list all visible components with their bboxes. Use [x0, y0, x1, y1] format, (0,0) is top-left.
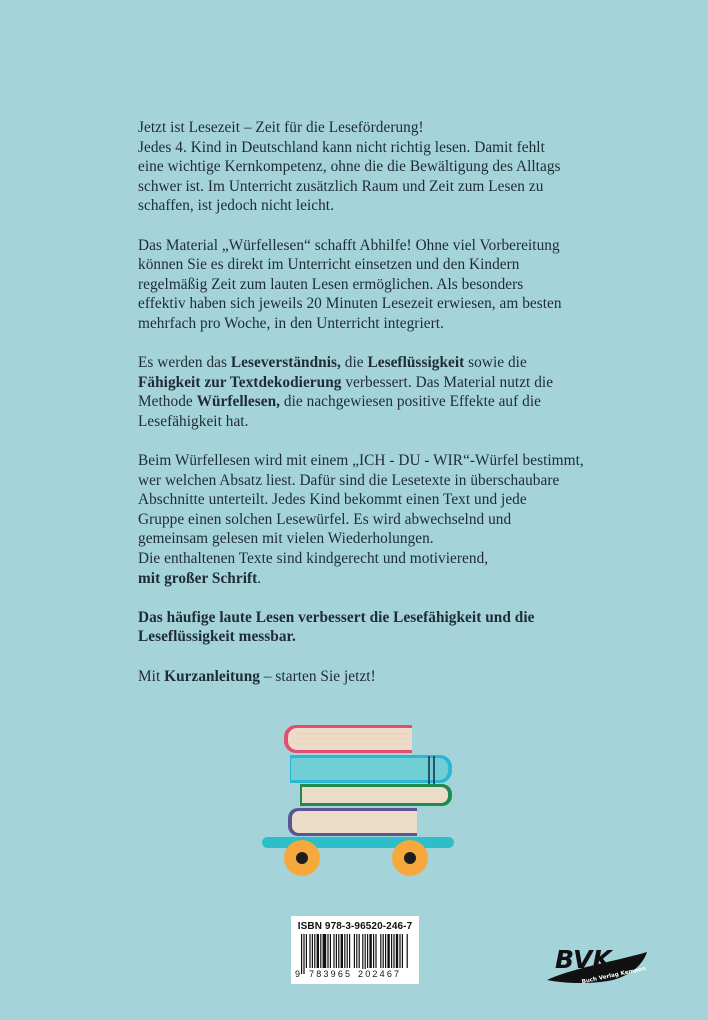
- text-line: [138, 118, 598, 138]
- text-line: [138, 412, 598, 432]
- bold-text: Würfellesen,: [196, 393, 281, 411]
- text-run: die: [340, 354, 368, 372]
- books-on-skateboard-illustration: [262, 722, 462, 882]
- paragraph: [138, 353, 598, 431]
- text-run: verbessert. Das Material nutzt die: [341, 373, 554, 391]
- text-line: [138, 471, 598, 491]
- text-line: [138, 490, 598, 510]
- paragraph: [138, 667, 598, 687]
- text-line: [138, 353, 598, 373]
- text-line: [138, 314, 598, 334]
- text-run: die nachgewiesen positive Effekte auf die: [280, 393, 541, 411]
- text-line: [138, 529, 598, 549]
- text-run: gemeinsam gelesen mit vielen Wiederholungen.: [138, 530, 434, 548]
- text-run: Abschnitte unterteilt. Jedes Kind bekommt einen Text und jede: [138, 491, 527, 509]
- ean-left-group: 783965: [309, 969, 353, 979]
- text-run: können Sie es direkt im Unterricht einsetzen und den Kindern: [138, 256, 520, 274]
- logo-tagline: Buch Verlag Kempen: [581, 966, 647, 986]
- text-line: [138, 177, 598, 197]
- ean-right-group: 202467: [358, 969, 402, 979]
- text-run: Beim Würfellesen wird mit einem „ICH - DU - WIR“-Würfel bestimmt,: [138, 452, 584, 470]
- logo-initials: BVK: [555, 945, 612, 974]
- text-line: [138, 255, 598, 275]
- text-run: schwer ist. Im Unterricht zusätzlich Raum und Zeit zum Lesen zu: [138, 177, 544, 195]
- text-run: Gruppe einen solchen Lesewürfel. Es wird abwechselnd und: [138, 510, 512, 528]
- isbn-label: ISBN 978-3-96520-246-7: [297, 921, 413, 932]
- bold-text: mit großer Schrift: [138, 569, 258, 587]
- publisher-logo-bvk: [543, 938, 651, 988]
- back-cover-blurb: [138, 118, 598, 706]
- barcode-bars-icon: [301, 934, 409, 974]
- paragraph: [138, 608, 598, 647]
- text-run: regelmäßig Zeit zum lauten Lesen ermöglichen. Als besonders: [138, 275, 524, 293]
- paragraph: [138, 236, 598, 334]
- text-run: Jetzt ist Lesezeit – Zeit für die Leseförderung!: [138, 119, 424, 136]
- text-line: [138, 373, 598, 393]
- text-run: effektiv haben sich jeweils 20 Minuten Lesezeit erwiesen, am besten: [138, 295, 562, 313]
- text-run: mehrfach pro Woche, in den Unterricht integriert.: [138, 314, 444, 332]
- text-line: [138, 236, 598, 256]
- text-line: [138, 138, 598, 158]
- text-line: [138, 451, 598, 471]
- bold-text: Leseverständnis,: [230, 354, 341, 372]
- ean-first-digit: 9: [295, 969, 301, 979]
- paragraph: [138, 118, 598, 216]
- text-run: eine wichtige Kernkompetenz, ohne die die Bewältigung des Alltags: [138, 158, 561, 176]
- text-line: [138, 510, 598, 530]
- text-run: sowie die: [464, 354, 527, 372]
- text-line: [138, 627, 598, 647]
- text-line: [138, 392, 598, 412]
- text-run: Das Material „Würfellesen“ schafft Abhilfe! Ohne viel Vorbereitung: [138, 236, 560, 254]
- text-line: [138, 157, 598, 177]
- text-line: [138, 667, 598, 687]
- text-line: [138, 275, 598, 295]
- text-run: Methode: [138, 393, 197, 411]
- text-run: Es werden das: [138, 354, 231, 372]
- paragraph: [138, 451, 598, 588]
- book-purple: [288, 808, 417, 836]
- bold-text: Leseflüssigkeit: [367, 354, 465, 372]
- text-run: schaffen, ist jedoch nicht leicht.: [138, 197, 334, 215]
- text-line: [138, 196, 598, 216]
- text-line: [138, 569, 598, 589]
- text-line: [138, 608, 598, 628]
- text-run: Mit: [138, 667, 165, 685]
- isbn-barcode: [291, 916, 419, 984]
- bold-text: Leseflüssigkeit messbar.: [138, 628, 296, 646]
- book-pink: [284, 725, 412, 753]
- book-teal: [290, 755, 452, 784]
- text-run: .: [257, 569, 262, 587]
- text-run: – starten Sie jetzt!: [259, 667, 376, 685]
- text-run: Jedes 4. Kind in Deutschland kann nicht richtig lesen. Damit fehlt: [138, 138, 545, 156]
- bold-text: Das häufige laute Lesen verbessert die Lesefähigkeit und die: [138, 608, 535, 626]
- text-line: [138, 294, 598, 314]
- skateboard: [262, 837, 454, 876]
- bold-text: Fähigkeit zur Textdekodierung: [138, 373, 342, 391]
- text-run: wer welchen Absatz liest. Dafür sind die Lesetexte in überschaubare: [138, 471, 560, 489]
- text-run: Die enthaltenen Texte sind kindgerecht und motivierend,: [138, 550, 489, 568]
- text-run: Lesefähigkeit hat.: [138, 412, 249, 430]
- book-green: [300, 784, 452, 806]
- text-line: [138, 549, 598, 569]
- bold-text: Kurzanleitung: [164, 667, 260, 685]
